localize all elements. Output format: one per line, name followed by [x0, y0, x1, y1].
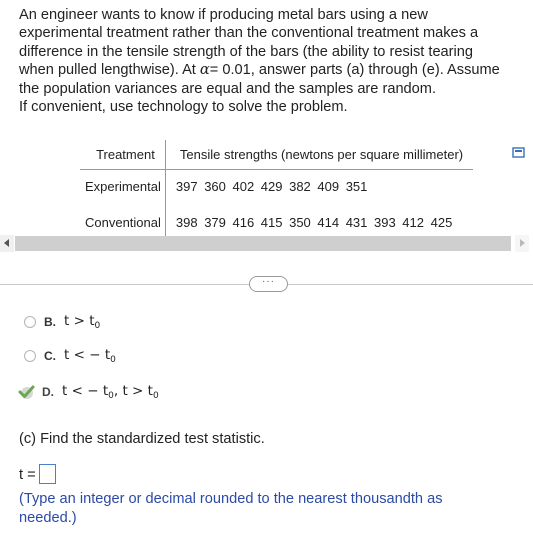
correct-check-icon[interactable] [18, 384, 38, 400]
math-sub: 0 [108, 391, 114, 401]
math-rel: > [73, 313, 85, 329]
question-c: (c) Find the standardized test statistic. [19, 431, 265, 447]
math-neg: − [84, 347, 101, 363]
option-d[interactable] [18, 382, 159, 402]
math-var: t [64, 347, 70, 363]
problem-line: difference in the tensile strength of the bars (the ability to resist tearing [19, 43, 474, 60]
radio-icon[interactable] [24, 316, 36, 328]
math-neg: − [82, 383, 99, 399]
math-rel: < [71, 383, 83, 399]
table-header-row [80, 140, 473, 170]
scroll-right-icon[interactable] [515, 235, 529, 252]
table-header-strengths: Tensile strengths (newtons per square millimeter) [165, 140, 473, 170]
alpha-symbol: α [199, 61, 210, 79]
option-letter: C. [44, 349, 56, 363]
option-letter: B. [44, 315, 56, 329]
math-rel: < [73, 347, 85, 363]
problem-line [19, 61, 529, 79]
math-var: t [102, 383, 109, 399]
option-c[interactable] [20, 346, 116, 366]
t-label: t = [19, 467, 36, 483]
row-values: 397 360 402 429 382 409 351 [175, 179, 368, 194]
math-var: t [104, 347, 111, 363]
row-values: 398 379 416 415 350 414 431 393 412 425 [175, 215, 453, 230]
math-var: t [147, 383, 153, 399]
option-math [64, 347, 116, 365]
row-label: Conventional [80, 203, 165, 242]
problem-text: when pulled lengthwise). At [19, 62, 196, 79]
expand-more-button[interactable]: ··· [249, 276, 288, 292]
row-label: Experimental [80, 170, 165, 204]
problem-statement [19, 6, 529, 116]
table-header-treatment: Treatment [80, 140, 165, 170]
math-sub: 0 [94, 321, 101, 331]
option-letter: D. [42, 385, 54, 399]
math-var: t [64, 313, 70, 329]
horizontal-scrollbar[interactable] [0, 235, 533, 252]
option-b[interactable] [20, 312, 100, 332]
option-math: t < − $t_0$, $t > t_0$ [62, 383, 159, 401]
math-rel: > [132, 383, 144, 399]
answer-hint: (Type an integer or decimal rounded to the nearest thousandth as needed.) [19, 491, 443, 526]
answer-input[interactable] [39, 464, 56, 484]
math-sub: 0 [152, 391, 159, 401]
math-var: t [62, 383, 68, 399]
scrollbar-thumb[interactable] [15, 236, 511, 251]
copy-data-icon[interactable] [512, 146, 526, 158]
problem-text: = 0.01, answer parts (a) through (e). Assume [209, 62, 500, 79]
problem-line: the population variances are equal and the samples are random. [19, 80, 436, 97]
problem-line: If convenient, use technology to solve the problem. [19, 99, 348, 116]
table-row [80, 170, 473, 204]
problem-line: experimental treatment rather than the conventional treatment makes a [19, 25, 479, 42]
scroll-left-icon[interactable] [0, 235, 14, 252]
math-var: t [122, 383, 128, 399]
radio-icon[interactable] [24, 350, 36, 362]
math-sub: 0 [110, 355, 116, 365]
math-var: t [89, 313, 95, 329]
data-table [80, 140, 473, 242]
option-math [64, 313, 100, 331]
problem-line: An engineer wants to know if producing metal bars using a new [19, 7, 428, 23]
